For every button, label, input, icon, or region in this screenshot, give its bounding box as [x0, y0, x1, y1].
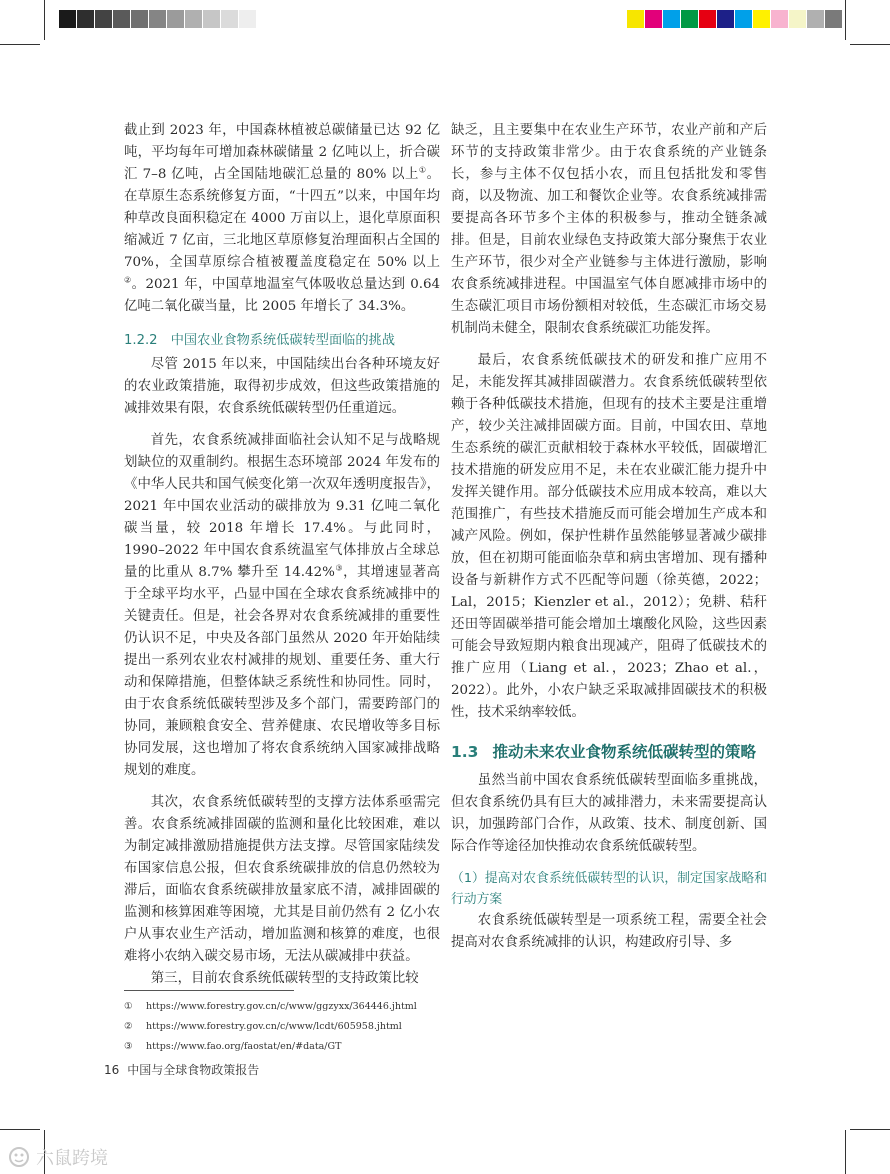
calibration-swatch: [789, 10, 807, 28]
section-heading-1-3: [451, 740, 767, 764]
footnote-link[interactable]: https://www.forestry.gov.cn/c/www/ggzyxx/364446.jhtml: [146, 1001, 417, 1012]
calibration-swatch: [735, 10, 753, 28]
crop-mark: [850, 1129, 890, 1130]
crop-mark: [845, 1130, 846, 1174]
subsection-heading: （1）提高对农食系统低碳转型的认识，制定国家战略和行动方案: [451, 871, 767, 907]
footnote-link[interactable]: https://www.fao.org/faostat/en/#data/GT: [146, 1041, 342, 1052]
crop-mark: [845, 0, 846, 40]
calibration-swatch: [257, 10, 275, 28]
paragraph: 虽然当前中国农食系统低碳转型面临多重挑战，但农食系统仍具有巨大的减排潜力，未来需要提高认识，加强跨部门合作，从政策、技术、制度创新、国际合作等途径加快推动农食系统低碳转型。: [451, 773, 767, 854]
book-title: 中国与全球食物政策报告: [127, 1063, 260, 1077]
calibration-swatch: [753, 10, 771, 28]
watermark-text: 六鼠跨境: [36, 1148, 108, 1169]
paragraph: 最后，农食系统低碳技术的研发和推广应用不足，未能发挥其减排固碳潜力。农食系统低碳转型依赖于各种低碳技术措施，但现有的技术主要是注重增产，较少关注减排固碳方面。目前，中国农田、草地生态系统的碳汇贡献相较于森林水平较低，固碳增汇技术措施的研发应用不足，未在农业碳汇能力提升中发挥关键作用。部分低碳技术应用成本较高，难以大范围推广，有些技术措施反而可能会增加生产成本和减产风险。例如，保护性耕作虽然能够显著减少碳排放，但在初期可能面临杂草和病虫害增加、现有播种设备与新耕作方式不匹配等问题（徐英德，2022；Lal，2015；Kienzler et al.，2012）；免耕、秸秆还田等固碳举措可能会增加土壤酸化风险，这些因素可能会导致短期内粮食出现减产，阻碍了低碳技术的推广应用（Liang et al.，2023；Zhao et al.，2022）。此外，小农户缺乏采取减排固碳技术的积极性，技术采纳率较低。: [451, 353, 767, 720]
footnote-divider: [124, 990, 294, 991]
paragraph: 第三，目前农食系统低碳转型的支持政策比较: [150, 971, 419, 986]
calibration-swatch: [221, 10, 239, 28]
calibration-swatch: [663, 10, 681, 28]
page-footer: [104, 1061, 259, 1078]
paragraph: 农食系统低碳转型是一项系统工程，需要全社会提高对农食系统减排的认识，构建政府引导、多: [451, 913, 767, 950]
calibration-swatch: [771, 10, 789, 28]
calibration-swatch: [185, 10, 203, 28]
calibration-swatch: [239, 10, 257, 28]
paragraph: 缺乏，且主要集中在农业生产环节，农业产前和产后环节的支持政策非常少。由于农食系统的产业链条长，参与主体不仅包括小农，而且包括批发和零售商，以及物流、加工和餐饮企业等。农食系统减排需要提高各环节多个主体的积极参与，推动全链条减排。但是，目前农业绿色支持政策大部分聚焦于农业生产环节，很少对全产业链参与主体进行激励，影响农食系统减排进程。中国温室气体自愿减排市场中的生态碳汇项目市场份额相对较低，生态碳汇市场交易机制尚未健全，限制农食系统碳汇功能发挥。: [451, 123, 767, 336]
footnote: ② https://www.forestry.gov.cn/c/www/lcdt/605958.jhtml: [124, 1017, 417, 1037]
calibration-swatch: [645, 10, 663, 28]
calibration-swatch: [131, 10, 149, 28]
crop-mark: [0, 44, 40, 45]
calibration-swatch: [699, 10, 717, 28]
calibration-swatch: [95, 10, 113, 28]
footnote-link[interactable]: https://www.forestry.gov.cn/c/www/lcdt/605958.jhtml: [146, 1021, 402, 1032]
watermark: [8, 1144, 108, 1170]
left-column: [124, 120, 440, 990]
paragraph: 截止到 2023 年，中国森林植被总碳储量已达 92 亿吨，平均每年可增加森林碳储量 2 亿吨以上，折合碳汇 7–8 亿吨，占全国陆地碳汇总量的 80% 以上①。在草原生态系统修复方面，“十四五”以来，中国年均种草改良面积稳定在 4000 万亩以上，退化草原面积缩减近 7 亿亩，三北地区草原修复治理面积占全国的 70%，全国草原综合植被覆盖度稳定在 50% 以上②。2021 年，中国草地温室气体吸收总量达到 0.64 亿吨二氧化碳当量，比 2005 年增长了 34.3%。: [124, 123, 441, 314]
mouse-logo-icon: [8, 1146, 30, 1168]
paragraph: 其次，农食系统低碳转型的支撑方法体系亟需完善。农食系统减排固碳的监测和量化比较困难，难以为制定减排激励措施提供方法支撑。尽管国家陆续发布国家信息公报，但农食系统碳排放的信息仍然较为滞后，面临农食系统碳排放量家底不清，减排固碳的监测和核算困难等困境，尤其是目前仍然有 2 亿小农户从事农业生产活动，增加监测和核算的难度，也很难将小农纳入碳交易市场，无法从碳减排中获益。: [124, 795, 440, 964]
calibration-swatch: [717, 10, 735, 28]
footnotes: [124, 997, 417, 1057]
calibration-swatch: [59, 10, 77, 28]
footnote: ① https://www.forestry.gov.cn/c/www/ggzyxx/364446.jhtml: [124, 997, 417, 1017]
page-number: 16: [104, 1063, 120, 1077]
calibration-swatch: [113, 10, 131, 28]
color-calibration-bar: [627, 10, 843, 28]
calibration-swatch: [807, 10, 825, 28]
grayscale-calibration-bar: [59, 10, 275, 28]
footnote: ③ https://www.fao.org/faostat/en/#data/GT: [124, 1037, 417, 1057]
calibration-swatch: [167, 10, 185, 28]
section-title: 推动未来农业食物系统低碳转型的策略: [492, 743, 756, 761]
crop-mark: [44, 0, 45, 40]
crop-mark: [0, 1129, 40, 1130]
paragraph: 尽管 2015 年以来，中国陆续出台各种环境友好的农业政策措施，取得初步成效，但这些政策措施的减排效果有限，农食系统低碳转型仍任重道远。: [124, 357, 440, 416]
calibration-swatch: [627, 10, 645, 28]
section-heading-1-2-2: 1.2.2 中国农业食物系统低碳转型面临的挑战: [124, 333, 395, 348]
calibration-swatch: [149, 10, 167, 28]
section-number: 1.3: [451, 743, 479, 761]
calibration-swatch: [203, 10, 221, 28]
right-column: [451, 120, 767, 954]
crop-mark: [850, 44, 890, 45]
calibration-swatch: [681, 10, 699, 28]
paragraph: 首先，农食系统减排面临社会认知不足与战略规划缺位的双重制约。根据生态环境部 2024 年发布的《中华人民共和国气候变化第一次双年透明度报告》，2021 年中国农业活动的碳排放为 9.31 亿吨二氧化碳当量，较 2018 年增长 17.4%。与此同时，1990–2022 年中国农食系统温室气体排放占全球总量的比重从 8.7% 攀升至 14.42%③，其增速显著高于全球平均水平，凸显中国在全球农食系统减排中的关键责任。但是，社会各界对农食系统减排的重要性仍认识不足，中央及各部门虽然从 2020 年开始陆续提出一系列农业农村减排的规划、重要任务、重大行动和保障措施，但整体缺乏系统性和协同性。同时，由于农食系统低碳转型涉及多个部门，需要跨部门的协同，兼顾粮食安全、营养健康、农民增收等多目标协同发展，这也增加了将农食系统纳入国家减排战略规划的难度。: [124, 433, 441, 778]
calibration-swatch: [77, 10, 95, 28]
calibration-swatch: [825, 10, 843, 28]
